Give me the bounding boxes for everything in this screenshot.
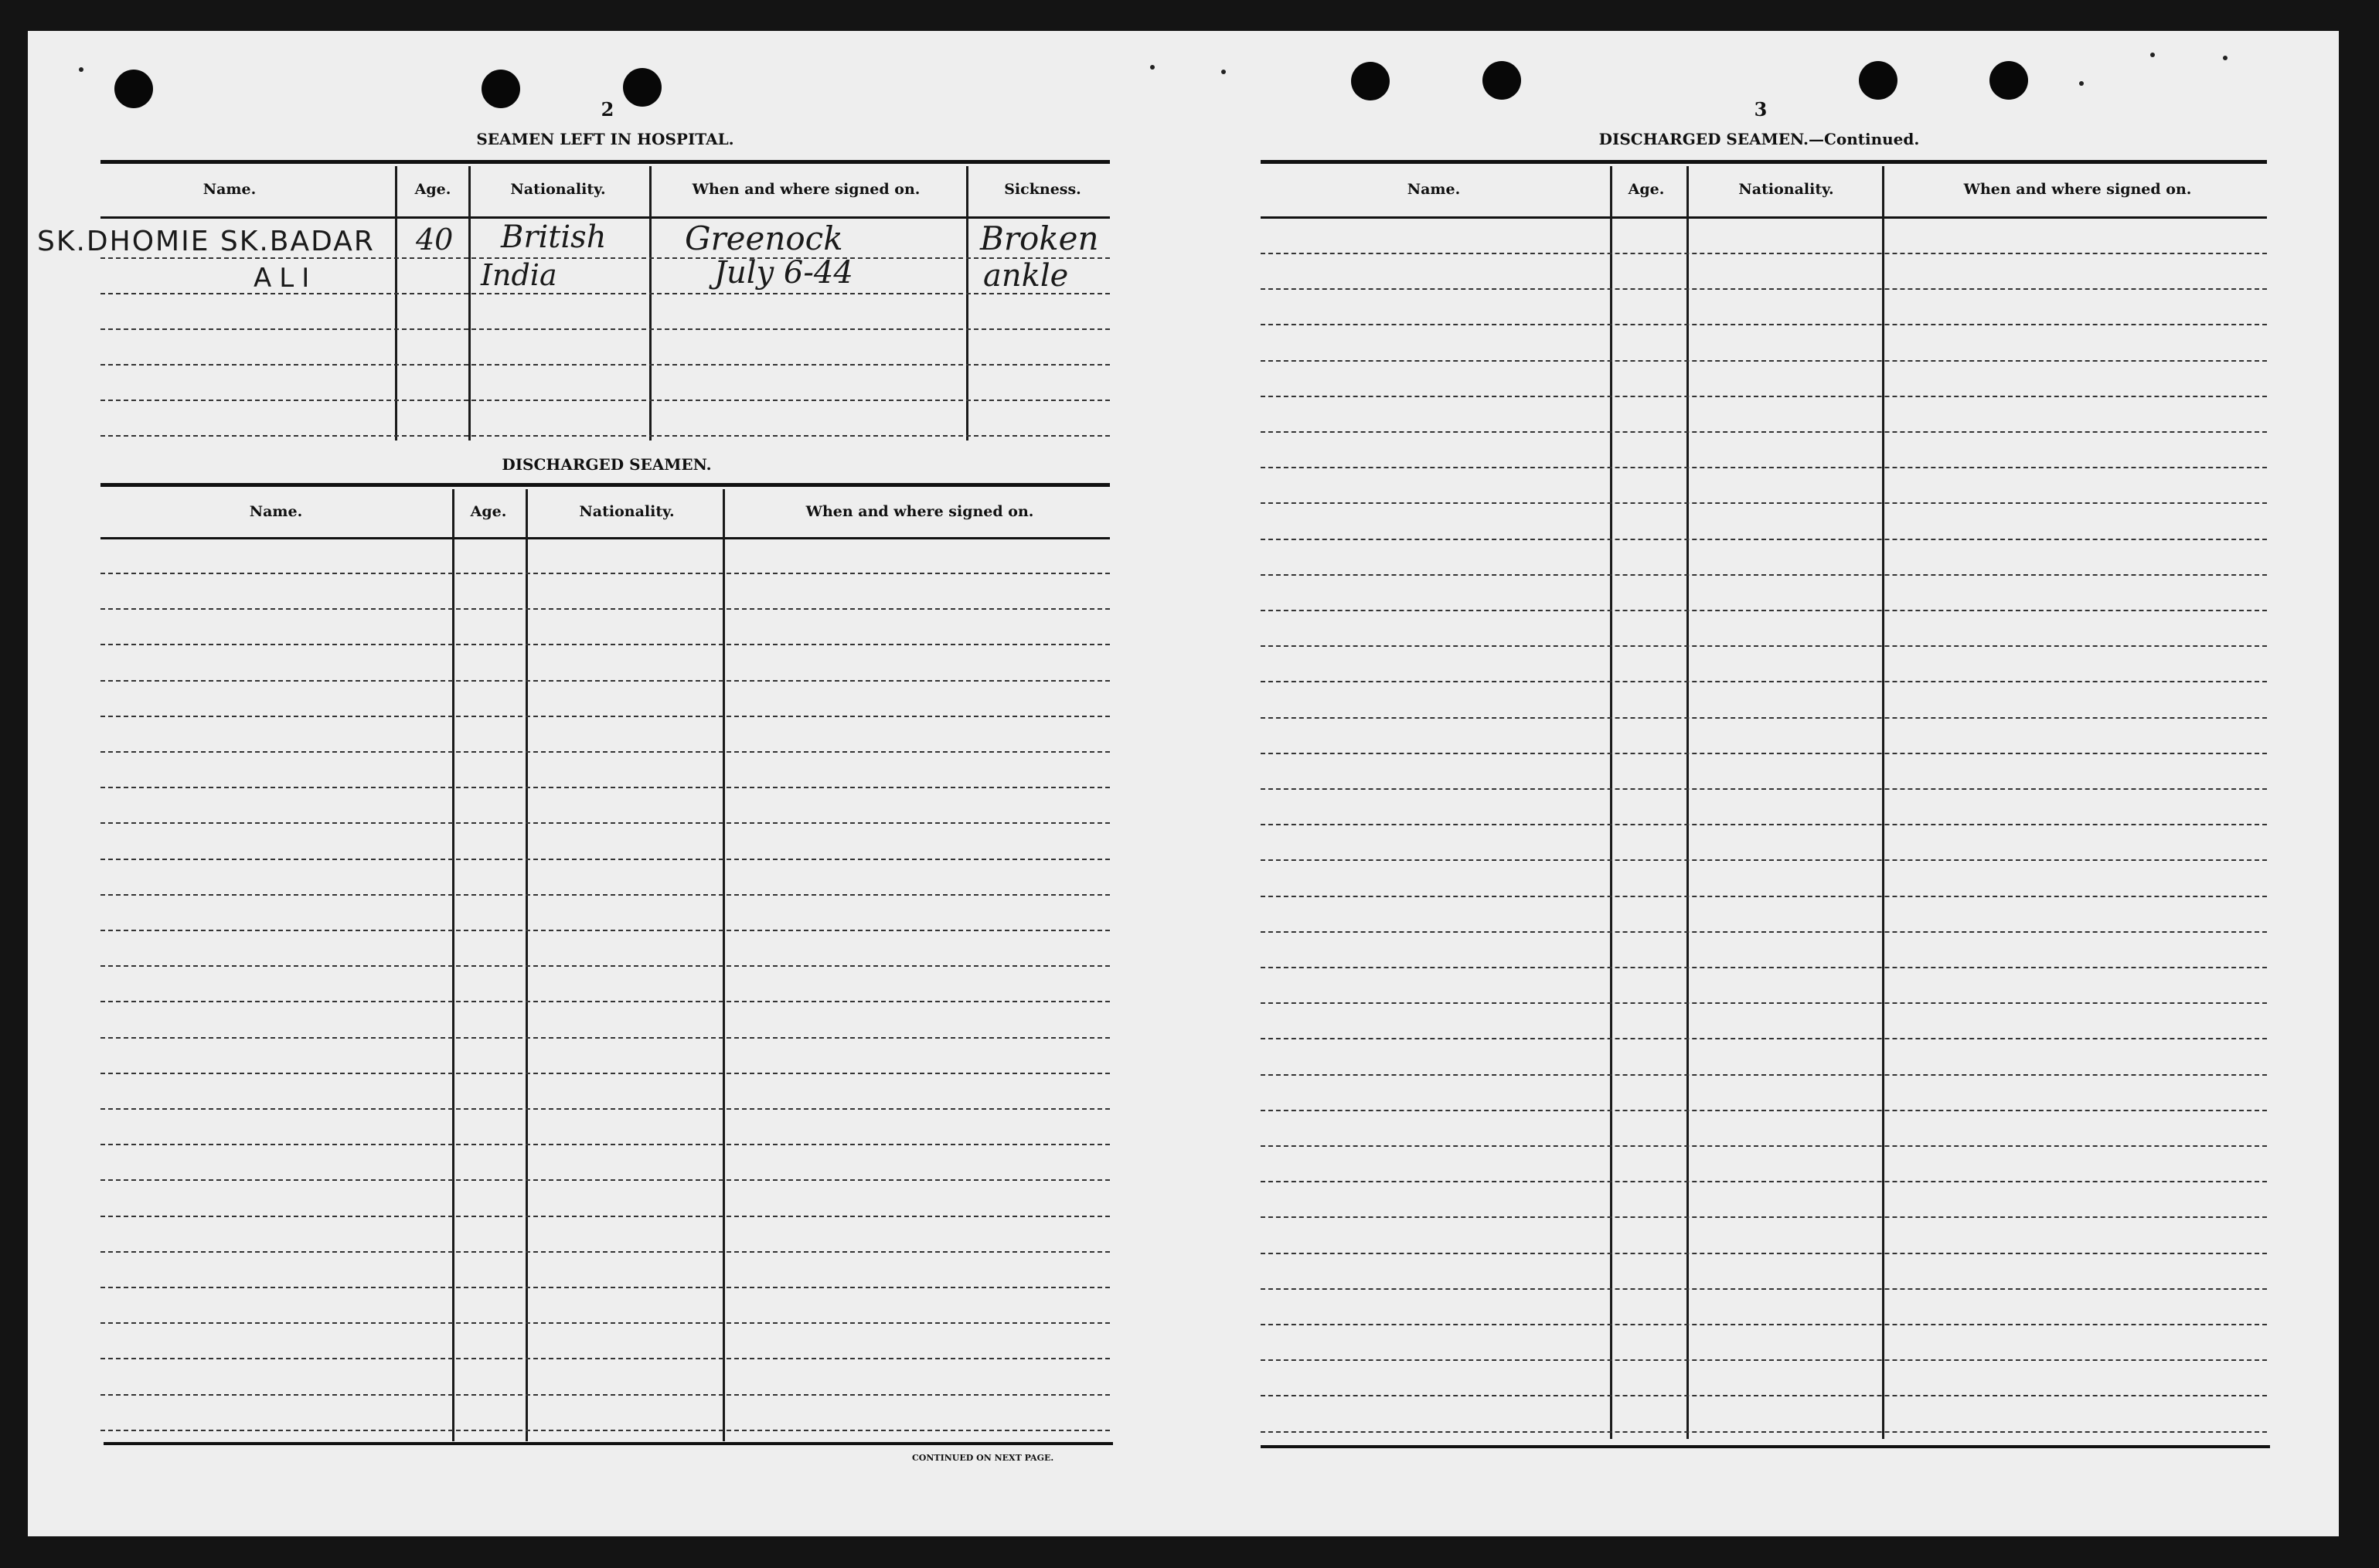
discharged-ruled-line bbox=[100, 608, 1110, 610]
right-top-rule bbox=[1261, 160, 2267, 164]
punch-hole bbox=[1482, 61, 1521, 100]
right-header-rule bbox=[1261, 216, 2267, 219]
right-column-divider bbox=[1686, 166, 1689, 1439]
right-ruled-line bbox=[1261, 502, 2267, 504]
punch-hole bbox=[1989, 61, 2028, 100]
right-ruled-line bbox=[1261, 288, 2267, 290]
hospital-header-signed-on: When and where signed on. bbox=[692, 181, 921, 198]
speck bbox=[1221, 70, 1226, 74]
right-ruled-line bbox=[1261, 967, 2267, 968]
right-ruled-line bbox=[1261, 539, 2267, 540]
hospital-header-nationality: Nationality. bbox=[510, 181, 606, 198]
discharged-header-nationality: Nationality. bbox=[579, 503, 675, 520]
discharged-ruled-line bbox=[100, 1394, 1110, 1396]
right-ruled-line bbox=[1261, 1253, 2267, 1254]
hospital-ruled-line bbox=[100, 293, 1110, 294]
right-ruled-line bbox=[1261, 1145, 2267, 1147]
discharged-ruled-line bbox=[100, 1287, 1110, 1288]
right-ruled-line bbox=[1261, 1038, 2267, 1039]
right-ruled-line bbox=[1261, 1431, 2267, 1433]
punch-hole bbox=[623, 68, 662, 107]
hospital-header-age: Age. bbox=[414, 181, 451, 198]
right-ruled-line bbox=[1261, 360, 2267, 362]
discharged-top-rule bbox=[100, 483, 1110, 487]
hospital-header-name: Name. bbox=[203, 181, 257, 198]
discharged-ruled-line bbox=[100, 716, 1110, 717]
discharged-header-name: Name. bbox=[249, 503, 303, 520]
right-ruled-line bbox=[1261, 1324, 2267, 1325]
discharged-ruled-line bbox=[100, 1430, 1110, 1431]
right-ruled-line bbox=[1261, 324, 2267, 325]
hospital-ruled-line bbox=[100, 328, 1110, 330]
discharged-ruled-line bbox=[100, 680, 1110, 682]
discharged-ruled-line bbox=[100, 1073, 1110, 1074]
hospital-section-title: SEAMEN LEFT IN HOSPITAL. bbox=[476, 130, 734, 148]
discharged-header-signed-on: When and where signed on. bbox=[805, 503, 1034, 520]
discharged-ruled-line bbox=[100, 787, 1110, 788]
discharged-ruled-line bbox=[100, 965, 1110, 967]
discharged-header-age: Age. bbox=[470, 503, 507, 520]
hospital-ruled-line bbox=[100, 400, 1110, 401]
right-header-signed-on: When and where signed on. bbox=[1963, 181, 2192, 198]
right-ruled-line bbox=[1261, 645, 2267, 647]
handwritten-sickness-line1: Broken bbox=[980, 219, 1099, 257]
handwritten-age: 40 bbox=[416, 223, 454, 257]
right-ruled-line bbox=[1261, 1288, 2267, 1290]
right-ruled-line bbox=[1261, 574, 2267, 576]
discharged-ruled-line bbox=[100, 1037, 1110, 1039]
right-ruled-line bbox=[1261, 1110, 2267, 1111]
discharged-ruled-line bbox=[100, 1358, 1110, 1359]
discharged-ruled-line bbox=[100, 573, 1110, 574]
right-ruled-line bbox=[1261, 681, 2267, 682]
right-bottom-rule bbox=[1261, 1445, 2270, 1448]
speck bbox=[79, 67, 83, 72]
right-ruled-line bbox=[1261, 431, 2267, 433]
right-ruled-line bbox=[1261, 396, 2267, 397]
right-ruled-line bbox=[1261, 859, 2267, 861]
handwritten-signed-on-line1: Greenock bbox=[685, 219, 843, 257]
punch-hole bbox=[482, 70, 520, 108]
discharged-ruled-line bbox=[100, 1216, 1110, 1217]
speck bbox=[2150, 53, 2155, 57]
discharged-ruled-line bbox=[100, 1322, 1110, 1324]
handwritten-name-line1: SK.DHOMIE SK.BADAR bbox=[37, 226, 375, 257]
right-header-nationality: Nationality. bbox=[1738, 181, 1834, 198]
right-column-divider bbox=[1882, 166, 1884, 1439]
right-ruled-line bbox=[1261, 610, 2267, 611]
discharged-ruled-line bbox=[100, 930, 1110, 931]
hospital-ruled-line bbox=[100, 435, 1110, 437]
right-ruled-line bbox=[1261, 1216, 2267, 1218]
right-ruled-line bbox=[1261, 788, 2267, 790]
handwritten-signed-on-line2: July 6-44 bbox=[714, 255, 853, 291]
discharged-ruled-line bbox=[100, 644, 1110, 645]
right-ruled-line bbox=[1261, 753, 2267, 754]
right-header-name: Name. bbox=[1407, 181, 1461, 198]
punch-hole bbox=[1351, 62, 1390, 100]
punch-hole bbox=[1859, 61, 1897, 100]
hospital-ruled-line bbox=[100, 364, 1110, 366]
discharged-ruled-line bbox=[100, 822, 1110, 824]
right-ruled-line bbox=[1261, 1074, 2267, 1076]
discharged-continued-title: DISCHARGED SEAMEN.—Continued. bbox=[1598, 130, 1920, 148]
right-ruled-line bbox=[1261, 253, 2267, 254]
discharged-ruled-line bbox=[100, 1179, 1110, 1181]
page-number-right: 3 bbox=[1754, 98, 1768, 121]
discharged-header-rule bbox=[100, 537, 1110, 539]
hospital-header-sickness: Sickness. bbox=[1004, 181, 1081, 198]
discharged-ruled-line bbox=[100, 1001, 1110, 1002]
discharged-ruled-line bbox=[100, 1251, 1110, 1253]
handwritten-nationality-line2: India bbox=[481, 258, 557, 292]
handwritten-nationality-line1: British bbox=[501, 219, 607, 255]
discharged-ruled-line bbox=[100, 859, 1110, 860]
hospital-ruled-line bbox=[100, 257, 1110, 259]
hospital-top-rule bbox=[100, 160, 1110, 164]
speck bbox=[1150, 65, 1155, 70]
right-ruled-line bbox=[1261, 931, 2267, 933]
right-column-divider bbox=[1610, 166, 1612, 1439]
right-ruled-line bbox=[1261, 1002, 2267, 1004]
right-ruled-line bbox=[1261, 467, 2267, 468]
discharged-ruled-line bbox=[100, 894, 1110, 896]
punch-hole bbox=[114, 70, 153, 108]
page-number-left: 2 bbox=[601, 98, 614, 121]
right-ruled-line bbox=[1261, 1181, 2267, 1182]
discharged-bottom-rule bbox=[104, 1442, 1113, 1445]
right-header-age: Age. bbox=[1628, 181, 1665, 198]
right-ruled-line bbox=[1261, 1359, 2267, 1361]
speck bbox=[2223, 56, 2228, 60]
right-ruled-line bbox=[1261, 1395, 2267, 1396]
continued-footer: CONTINUED ON NEXT PAGE. bbox=[912, 1453, 1054, 1463]
discharged-ruled-line bbox=[100, 1108, 1110, 1110]
discharged-ruled-line bbox=[100, 1144, 1110, 1145]
discharged-section-title: DISCHARGED SEAMEN. bbox=[502, 455, 712, 474]
handwritten-sickness-line2: ankle bbox=[983, 258, 1069, 294]
discharged-ruled-line bbox=[100, 751, 1110, 753]
speck bbox=[2079, 81, 2084, 86]
hospital-header-rule bbox=[100, 216, 1110, 219]
handwritten-name-line2: ALI bbox=[254, 263, 318, 294]
right-ruled-line bbox=[1261, 824, 2267, 825]
right-ruled-line bbox=[1261, 896, 2267, 897]
right-ruled-line bbox=[1261, 717, 2267, 719]
